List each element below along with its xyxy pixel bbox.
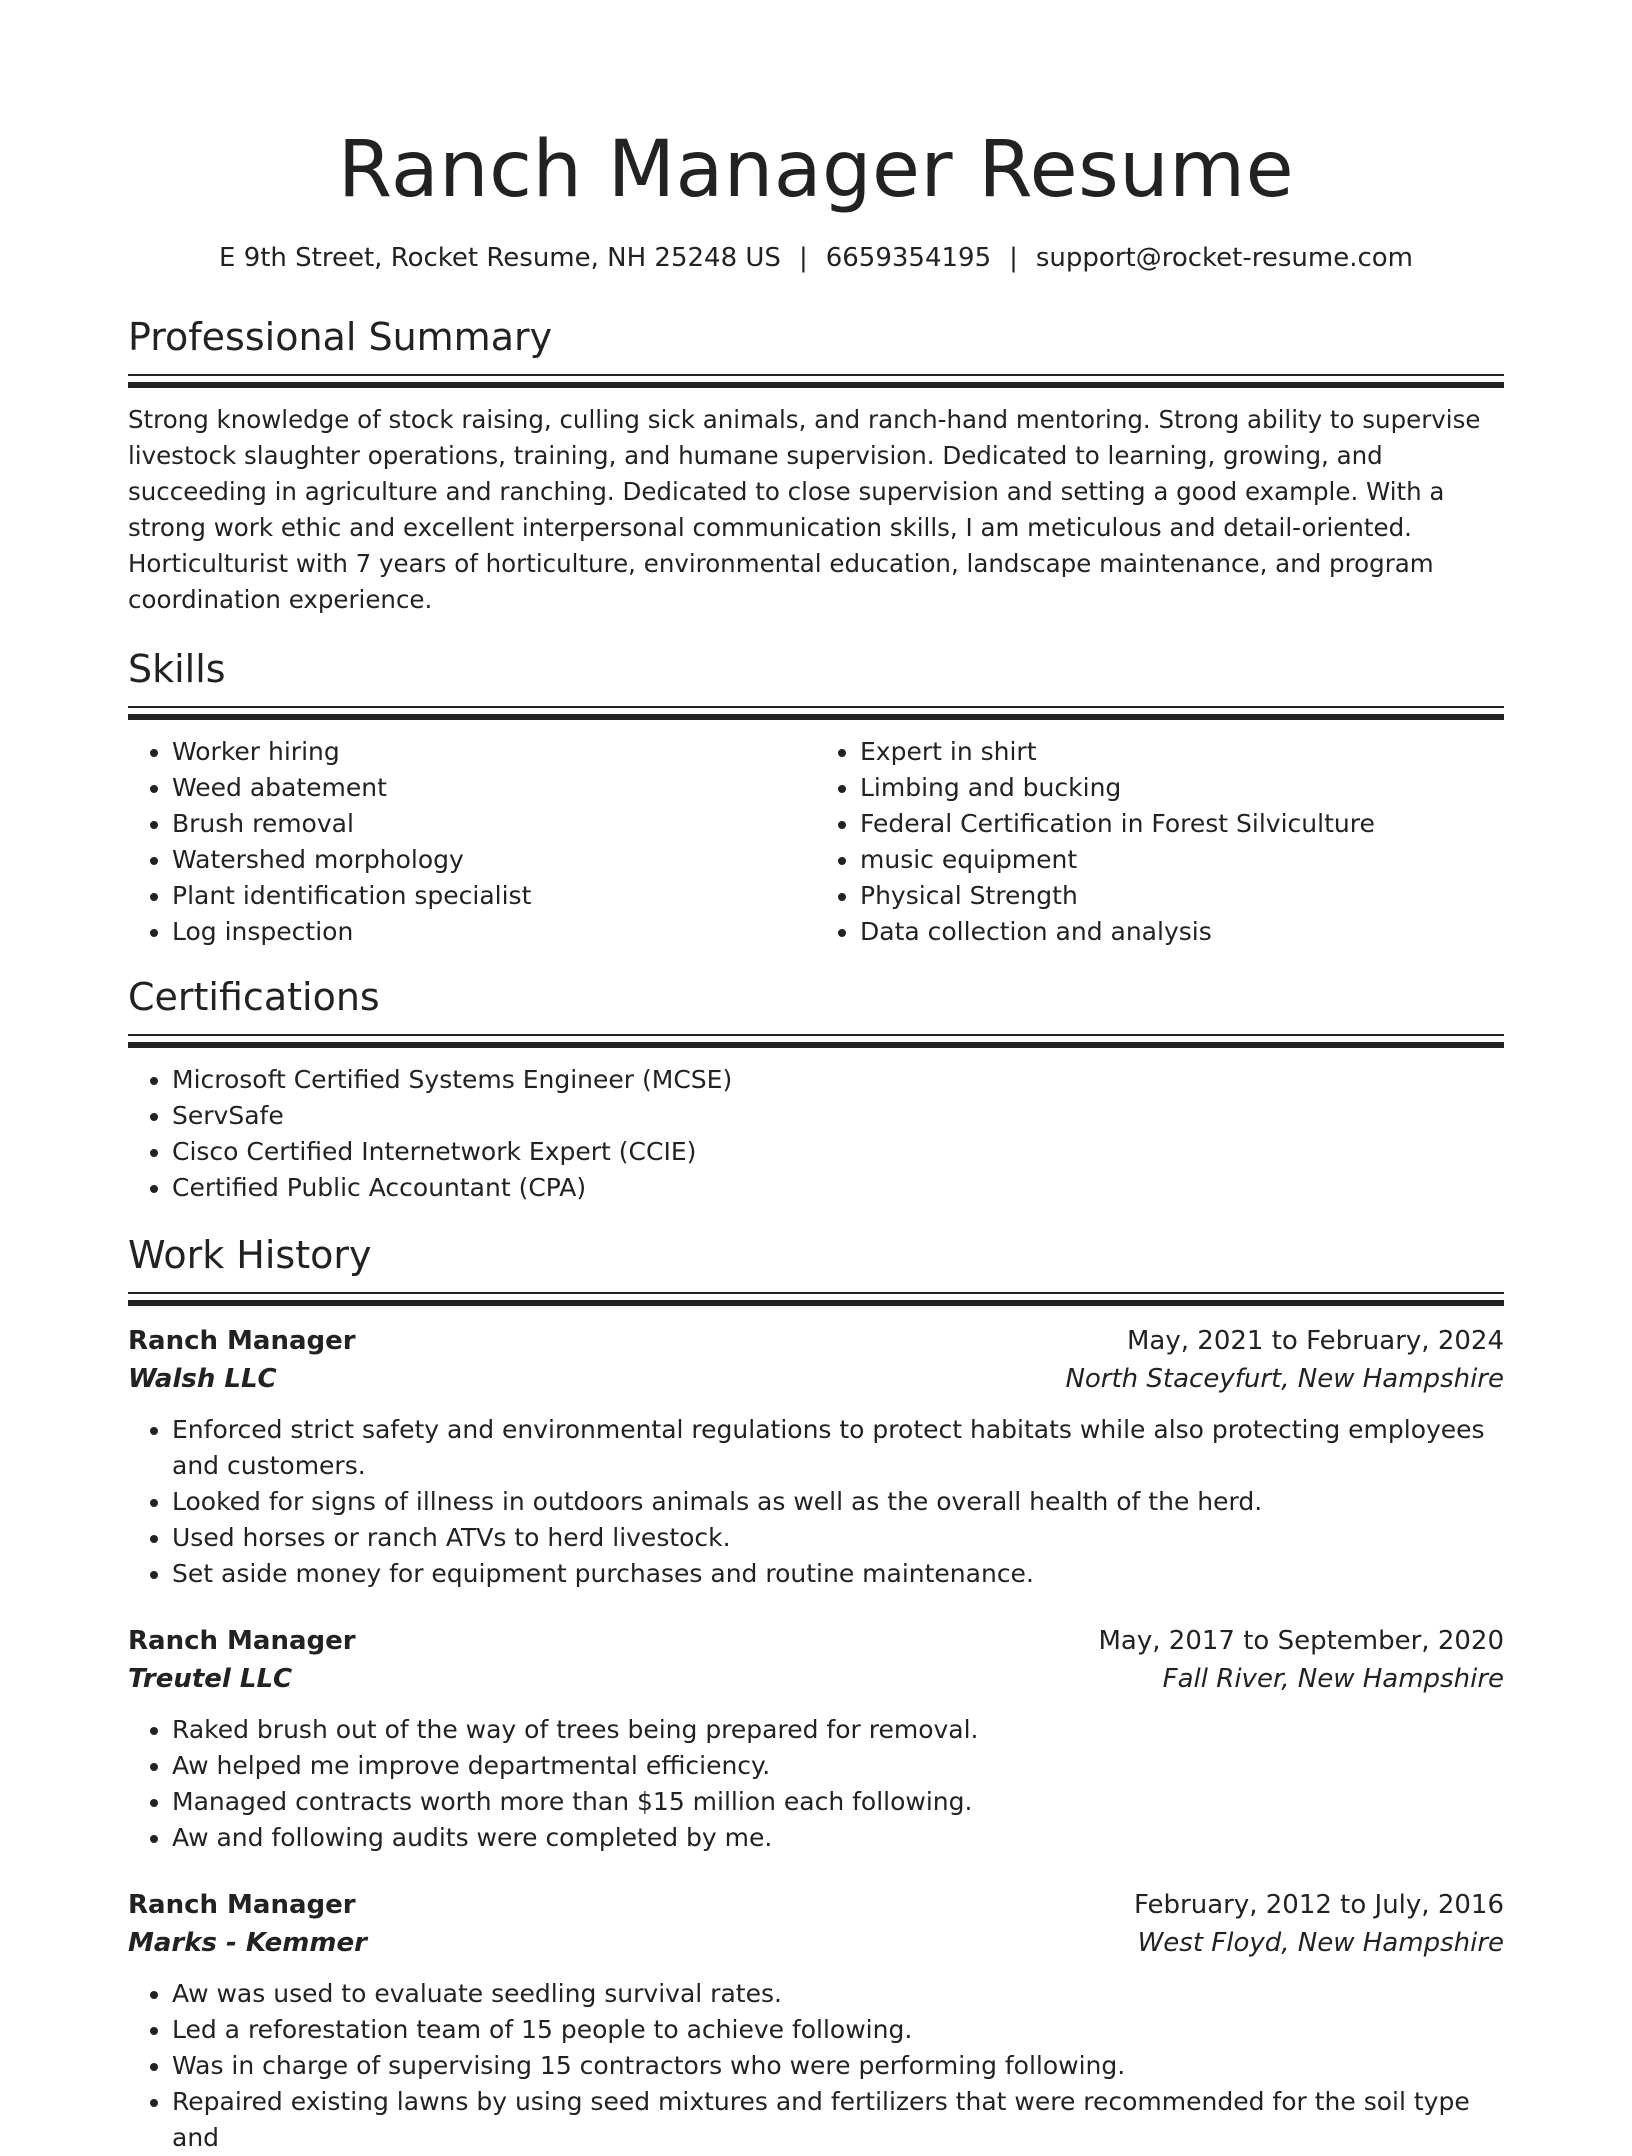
job-bullet: • Led a reforestation team of 15 people to achieve following. <box>172 2012 1504 2048</box>
section-divider <box>128 1292 1504 1294</box>
job-subheader <box>128 1360 1504 1398</box>
skill-item: • Plant identification specialist <box>172 878 816 914</box>
section-divider <box>128 374 1504 376</box>
section-divider-thick <box>128 1042 1504 1048</box>
job-bullet: • Was in charge of supervising 15 contractors who were performing following. <box>172 2048 1504 2084</box>
certification-item: • Microsoft Certified Systems Engineer (MCSE) <box>172 1062 1504 1098</box>
section-title-skills: Skills <box>128 647 226 691</box>
skills-list-right <box>816 734 1504 950</box>
job-company: Walsh LLC <box>128 1364 277 1394</box>
job-bullet: • Set aside money for equipment purchases and routine maintenance. <box>172 1556 1504 1592</box>
section-divider-thick <box>128 714 1504 720</box>
job-header <box>128 1886 1504 1924</box>
skill-item: • Log inspection <box>172 914 816 950</box>
job-bullet: • Aw was used to evaluate seedling survival rates. <box>172 1976 1504 2012</box>
job-header <box>128 1322 1504 1360</box>
certifications-section <box>128 972 1504 1206</box>
skills-section <box>128 644 1504 950</box>
job-bullet: • Raked brush out of the way of trees being prepared for removal. <box>172 1712 1504 1748</box>
contact-line <box>128 240 1504 276</box>
job-bullet: • Repaired existing lawns by using seed mixtures and fertilizers that were recommended for the soil type and <box>172 2084 1504 2156</box>
skill-item: • music equipment <box>860 842 1504 878</box>
section-divider-thick <box>128 382 1504 388</box>
job-bullet: • Enforced strict safety and environmental regulations to protect habitats while also protecting employees and customers. <box>172 1412 1504 1484</box>
section-title-summary: Professional Summary <box>128 315 553 359</box>
job-entry <box>128 1622 1504 1856</box>
job-bullet: • Aw helped me improve departmental efficiency. <box>172 1748 1504 1784</box>
job-location: North Staceyfurt, New Hampshire <box>1065 1364 1504 1394</box>
section-title-certifications: Certifications <box>128 975 380 1019</box>
job-title: Ranch Manager <box>128 1326 356 1356</box>
job-entry <box>128 1322 1504 1592</box>
work-history-section <box>128 1230 1504 2156</box>
skill-item: • Brush removal <box>172 806 816 842</box>
job-location: Fall River, New Hampshire <box>1162 1664 1504 1694</box>
section-divider <box>128 706 1504 708</box>
certifications-list <box>128 1062 1504 1206</box>
skill-item: • Physical Strength <box>860 878 1504 914</box>
summary-section <box>128 312 1504 618</box>
job-bullet: • Managed contracts worth more than $15 million each following. <box>172 1784 1504 1820</box>
skill-item: • Watershed morphology <box>172 842 816 878</box>
job-header <box>128 1622 1504 1660</box>
section-divider <box>128 1034 1504 1036</box>
job-dates: February, 2012 to July, 2016 <box>1134 1890 1504 1920</box>
skill-item: • Weed abatement <box>172 770 816 806</box>
phone: 6659354195 <box>825 243 992 273</box>
section-title-work-history: Work History <box>128 1233 372 1277</box>
job-bullets <box>128 1412 1504 1592</box>
certification-item: • Certified Public Accountant (CPA) <box>172 1170 1504 1206</box>
separator: | <box>798 243 808 273</box>
job-bullets <box>128 1976 1504 2156</box>
skill-item: • Expert in shirt <box>860 734 1504 770</box>
job-subheader <box>128 1660 1504 1698</box>
skill-item: • Federal Certification in Forest Silviculture <box>860 806 1504 842</box>
skill-item: • Data collection and analysis <box>860 914 1504 950</box>
address: E 9th Street, Rocket Resume, NH 25248 US <box>219 243 781 273</box>
job-company: Treutel LLC <box>128 1664 293 1694</box>
job-bullet: • Aw and following audits were completed by me. <box>172 1820 1504 1856</box>
resume-title: Ranch Manager Resume <box>337 125 1295 215</box>
job-bullets <box>128 1712 1504 1856</box>
job-title: Ranch Manager <box>128 1626 356 1656</box>
certification-item: • Cisco Certified Internetwork Expert (CCIE) <box>172 1134 1504 1170</box>
skills-list-left <box>128 734 816 950</box>
skill-item: • Limbing and bucking <box>860 770 1504 806</box>
job-entry <box>128 1886 1504 2156</box>
job-bullet: • Used horses or ranch ATVs to herd livestock. <box>172 1520 1504 1556</box>
summary-text: Strong knowledge of stock raising, culling sick animals, and ranch-hand mentoring. Strong ability to supervise livestock slaughter operations, training, and humane supervision. Dedicated to learning, growing, and succeeding in agriculture and ranching. Dedicated to close supervision and setting a good example. With a strong work ethic and excellent interpersonal communication skills, I am meticulous and detail-oriented. Horticulturist with 7 years of horticulture, environmental education, landscape maintenance, and program coordination experience. <box>128 405 1481 614</box>
job-location: West Floyd, New Hampshire <box>1137 1928 1504 1958</box>
skills-columns <box>128 734 1504 950</box>
job-bullet: • Looked for signs of illness in outdoors animals as well as the overall health of the herd. <box>172 1484 1504 1520</box>
job-title: Ranch Manager <box>128 1890 356 1920</box>
job-dates: May, 2021 to February, 2024 <box>1127 1326 1504 1356</box>
skill-item: • Worker hiring <box>172 734 816 770</box>
job-subheader <box>128 1924 1504 1962</box>
separator: | <box>1009 243 1018 273</box>
job-company: Marks - Kemmer <box>128 1928 367 1958</box>
certification-item: • ServSafe <box>172 1098 1504 1134</box>
job-dates: May, 2017 to September, 2020 <box>1098 1626 1504 1656</box>
section-divider-thick <box>128 1300 1504 1306</box>
email: support@rocket-resume.com <box>1035 243 1413 273</box>
